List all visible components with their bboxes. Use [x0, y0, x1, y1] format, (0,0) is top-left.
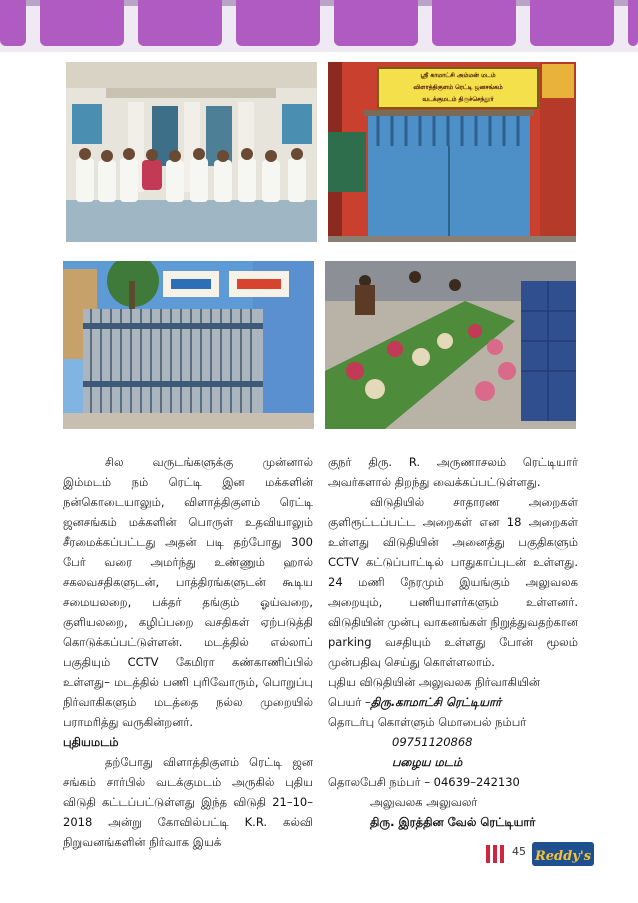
header-tile [40, 0, 124, 46]
old-mutt-heading: பழைய மடம் [392, 755, 463, 769]
phone-line: தொலபேசி நம்பர் – 04639–242130 [328, 775, 520, 789]
photo-blue-door-signboard [328, 62, 576, 242]
admin-name-prefix: பெயர் – [328, 695, 371, 709]
door-sign-text [380, 70, 536, 106]
header-tile [530, 0, 614, 46]
admin-line: புதிய விடுதியின் அலுவலக நிர்வாகியின் [328, 675, 540, 689]
logo-text: Reddy's [534, 849, 592, 864]
footer-red-bars [486, 845, 506, 863]
right-paragraph-1: குநர் திரு. R. அருணாசலம் ரெட்டியார் அவர்களால் திறந்து வைக்கப்பட்டுள்ளது. [328, 455, 578, 489]
mobile-number: 09751120868 [392, 735, 473, 749]
section-heading-new-hostel: புதியமடம் [63, 735, 119, 749]
left-paragraph-1: சில வருடங்களுக்கு முன்னால் இம்மடம் நம் ரெட்டி இன மக்களின் நன்கொடையாலும், விளாத்திகுளம் ரெட்டி ஜனசங்கம் மக்களின் பொருள் உதவியாலும் சீரமைக்கப்பட்டது அதன் படி தற்போது 300 பேர் வரை அமர்ந்து உண்ணும் ஹால் சகலவசதிகளுடன், பாத்திரங்களுடன் கூடிய சமையலறை, பக்தர் தங்கும் ஓய்வறை, குளியலறை, கழிப்பறை வசதிகள் ஏற்படுத்தி கொடுக்கப்பட்டுள்ளன். மடத்தில் எல்லாப் பகுதியும் CCTV கேமிரா கண்காணிப்பில் உள்ளது– மடத்தில் பணி புரிவோரும், பொறுப்பு நிர்வாகிகளும் மடத்தை நல்ல முறையில் பராமரித்து வருகின்றனர். [63, 455, 313, 729]
door-sign-line: வடக்குமடம் திருச்செந்தூர் [422, 96, 494, 103]
left-text-column [63, 452, 313, 852]
photo-gate-with-banners [63, 261, 314, 429]
contact-line: தொடர்பு கொள்ளும் மொபைல் நம்பர் [328, 715, 527, 729]
right-text-column [328, 452, 578, 832]
header-tile [432, 0, 516, 46]
magazine-logo [532, 840, 594, 868]
page-number: 45 [512, 845, 526, 858]
admin-name-line [328, 692, 578, 712]
door-sign-line: விளாத்திகுளம் ரெட்டி ஜனசங்கம் [413, 84, 503, 91]
header-tile [236, 0, 320, 46]
header-tile [334, 0, 418, 46]
photo-building-front-people [66, 62, 317, 242]
header-tile [138, 0, 222, 46]
officer-name: திரு. இரத்தின வேல் ரெட்டியார் [370, 815, 536, 829]
header-tile [628, 0, 638, 46]
left-paragraph-2: தற்போது விளாத்திகுளம் ரெட்டி ஜன சங்கம் சார்பில் வடக்குமடம் அருகில் புதிய விடுதி கட்டப்பட்டுள்ளது இந்த விடுதி 21–10–2018 அன்று கோவில்பட்டி K.R. கல்வி நிறுவனங்களின் நிர்வாக இயக் [63, 755, 313, 849]
right-paragraph-2: விடுதியில் சாதாரண அறைகள் குளிரூட்டப்பட்ட அறைகள் என 18 அறைகள் உள்ளது விடுதியின் அனைத்து பகுதிகளும் CCTV கட்டுப்பாட்டில் பாதுகாப்புடன் உள்ளது. 24 மணி நேரமும் இயங்கும் அலுவலக அறையும், பணியாளர்களும் உள்ளனர். விடுதியின் முன்பு வாகனங்கள் நிறுத்துவதற்கான parking வசதியும் உள்ளது போன் மூலம் முன்பதிவு செய்து கொள்ளலாம். [328, 495, 578, 669]
photo-people-eating-meal [325, 261, 576, 429]
admin-name: திரு.காமாட்சி ரெட்டியார் [370, 695, 502, 709]
door-sign-line: ஸ்ரீ காமாட்சி அம்மன் மடம் [420, 72, 496, 79]
officer-title: அலுவலக அலுவலர் [370, 795, 478, 809]
header-band [0, 0, 638, 52]
header-tile [0, 0, 26, 46]
